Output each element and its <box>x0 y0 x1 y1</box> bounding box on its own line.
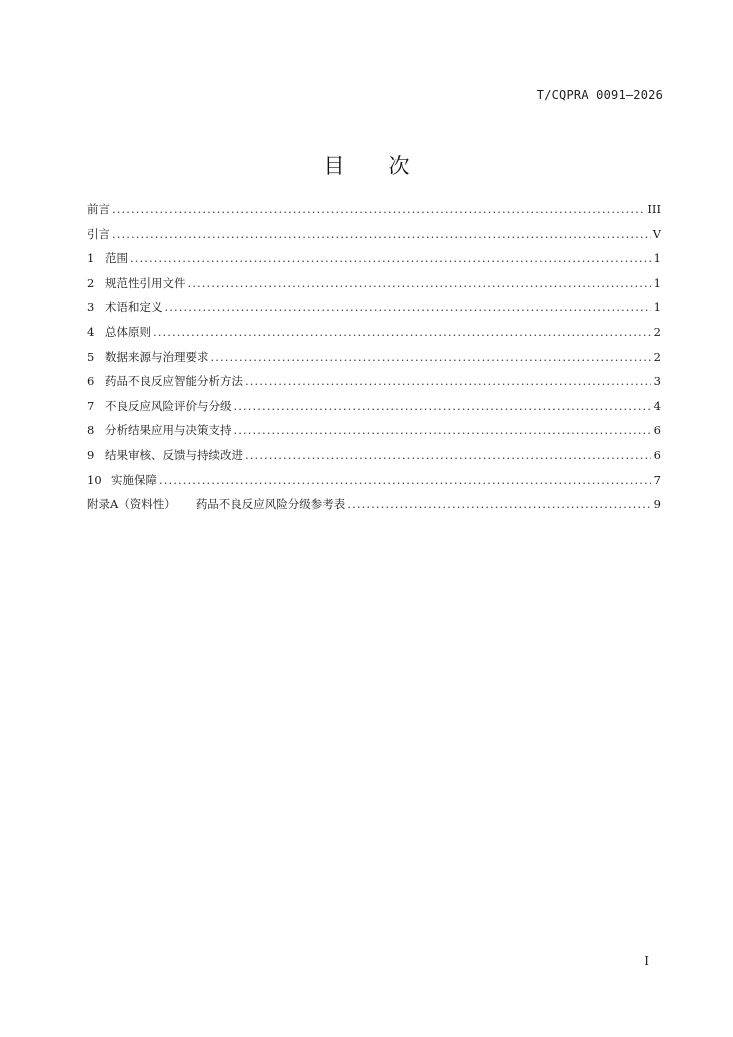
toc-entry-number: 8 <box>87 423 95 438</box>
toc-entry-analysis-methods[interactable] <box>87 373 661 398</box>
toc-entry-introduction[interactable] <box>87 226 661 251</box>
toc-entry-label: 药品不良反应风险分级参考表 <box>195 497 346 512</box>
toc-entry-number: 6 <box>87 374 95 389</box>
toc-entry-number: 4 <box>87 324 95 339</box>
toc-entry-page: 3 <box>653 374 661 389</box>
toc-dot-leader <box>130 251 651 265</box>
toc-entry-page: 6 <box>653 423 661 438</box>
toc-dot-leader <box>112 227 651 241</box>
toc-title-char-2: 次 <box>388 154 410 178</box>
toc-entry-label: 数据来源与治理要求 <box>105 349 209 364</box>
toc-dot-leader <box>188 276 652 290</box>
toc-entry-page: 1 <box>653 251 661 266</box>
toc-entry-number: 附录A（资料性） <box>87 497 176 512</box>
toc-entry-page: V <box>652 226 661 241</box>
toc-dot-leader <box>165 300 652 314</box>
toc-title-char-1: 目 <box>323 154 345 178</box>
toc-entry-page: 4 <box>653 398 661 413</box>
toc-entry-page: 1 <box>653 300 661 315</box>
toc-entry-data-sources[interactable] <box>87 349 661 374</box>
toc-entry-foreword[interactable] <box>87 201 661 226</box>
toc-entry-number: 3 <box>87 300 95 315</box>
toc-dot-leader <box>245 448 651 462</box>
toc-entry-terms-definitions[interactable] <box>87 299 661 324</box>
toc-entry-label: 总体原则 <box>105 324 151 339</box>
toc-entry-number: 7 <box>87 398 95 413</box>
toc-entry-scope[interactable] <box>87 250 661 275</box>
page-number: I <box>644 954 649 968</box>
toc-dot-leader <box>245 374 651 388</box>
toc-entry-label: 分析结果应用与决策支持 <box>105 423 232 438</box>
toc-entry-page: 9 <box>653 497 661 512</box>
toc-entry-review-feedback[interactable] <box>87 447 661 472</box>
toc-entry-risk-evaluation[interactable] <box>87 398 661 423</box>
toc-dot-leader <box>211 350 652 364</box>
toc-entry-label: 范围 <box>105 251 128 266</box>
toc-dot-leader <box>159 473 651 487</box>
toc-entry-label: 实施保障 <box>111 472 157 487</box>
toc-entry-decision-support[interactable] <box>87 422 661 447</box>
toc-entry-label: 药品不良反应智能分析方法 <box>105 374 243 389</box>
toc-dot-leader <box>347 497 651 511</box>
toc-entry-page: 2 <box>653 324 661 339</box>
toc-entry-label: 引言 <box>87 226 110 241</box>
toc-dot-leader <box>112 202 645 216</box>
toc-title <box>0 150 733 180</box>
toc-entry-label: 规范性引用文件 <box>105 275 186 290</box>
toc-entry-number: 10 <box>87 472 102 487</box>
toc-dot-leader <box>153 325 651 339</box>
table-of-contents <box>87 201 661 521</box>
toc-entry-number: 5 <box>87 349 95 364</box>
toc-entry-page: 7 <box>653 472 661 487</box>
toc-entry-general-principles[interactable] <box>87 324 661 349</box>
toc-entry-page: 2 <box>653 349 661 364</box>
toc-entry-page: 1 <box>653 275 661 290</box>
toc-entry-implementation[interactable] <box>87 472 661 497</box>
toc-dot-leader <box>234 399 652 413</box>
toc-dot-leader <box>234 423 652 437</box>
toc-entry-label: 结果审核、反馈与持续改进 <box>105 447 243 462</box>
toc-entry-page: III <box>647 202 661 216</box>
toc-entry-number: 9 <box>87 447 95 462</box>
toc-entry-label: 不良反应风险评价与分级 <box>105 398 232 413</box>
toc-entry-appendix-a[interactable] <box>87 496 661 521</box>
toc-entry-number: 2 <box>87 275 95 290</box>
document-code: T/CQPRA 0091—2026 <box>536 88 663 102</box>
toc-entry-label: 前言 <box>87 202 110 216</box>
toc-entry-normative-references[interactable] <box>87 275 661 300</box>
toc-entry-number: 1 <box>87 251 95 266</box>
toc-entry-label: 术语和定义 <box>105 300 163 315</box>
toc-entry-page: 6 <box>653 447 661 462</box>
